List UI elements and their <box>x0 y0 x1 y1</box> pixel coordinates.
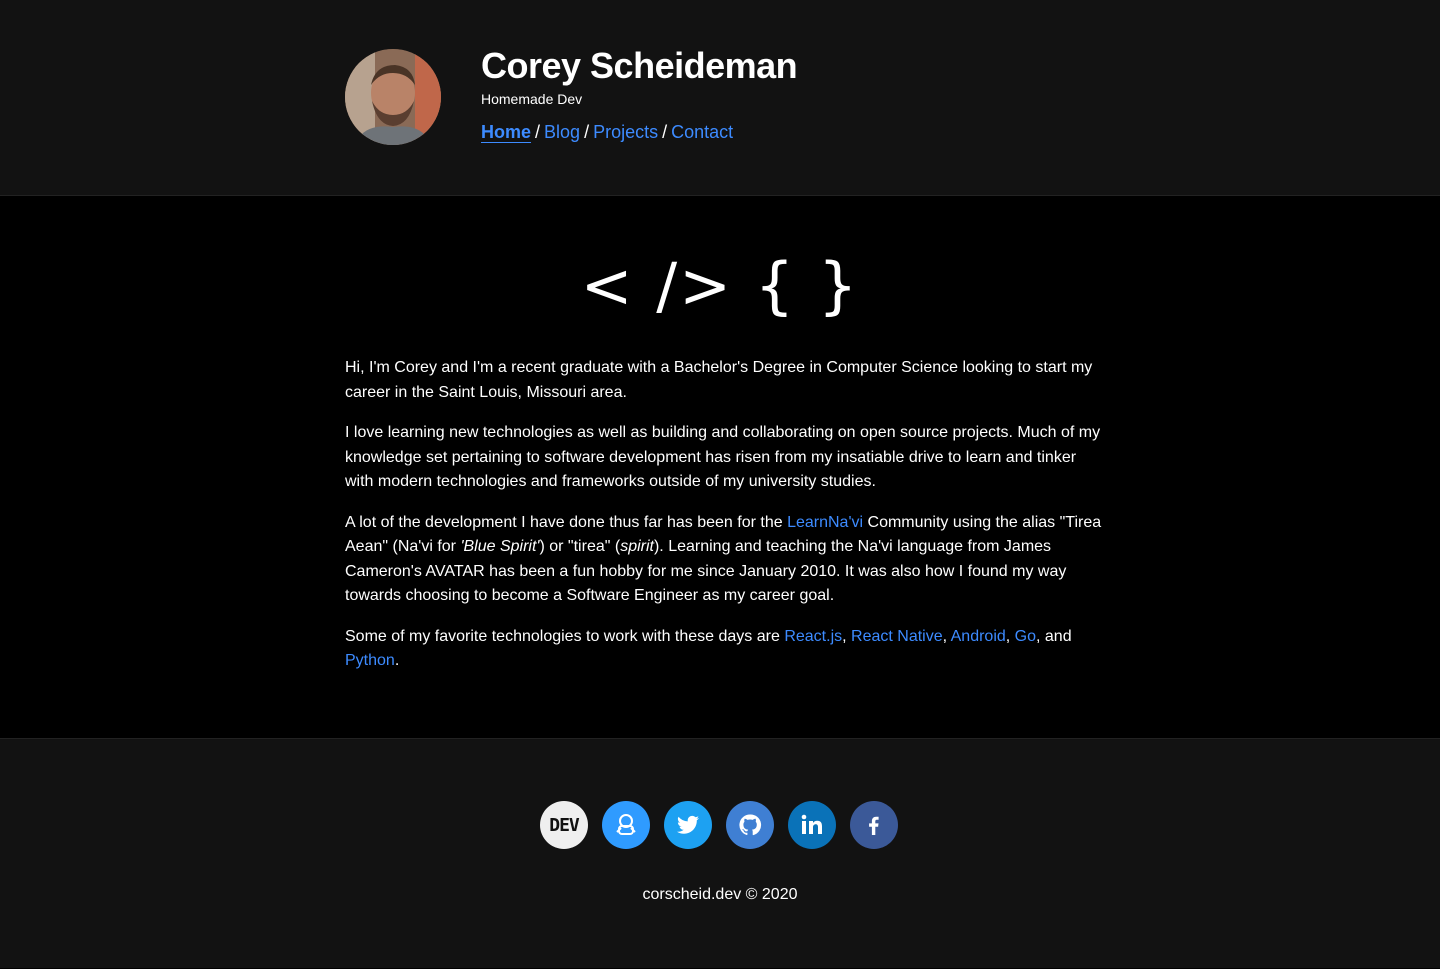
bio-text: ). Learning and teaching the Na'vi language from James Cameron's AVATAR has been a fun hobby for me since January 2010. It was also how I found my way towards choosing to become a Software Engineer as my career goal. <box>345 538 1067 604</box>
linkedin-icon[interactable] <box>788 801 836 849</box>
avatar <box>345 49 441 145</box>
facebook-glyph <box>863 814 885 836</box>
linkedin-glyph <box>801 814 823 836</box>
nav-separator: / <box>662 122 668 142</box>
astronaut-icon[interactable] <box>602 801 650 849</box>
main-nav <box>481 120 797 144</box>
bio-paragraph-4: Some of my favorite technologies to work with these days are React.js, React Native, Android, Go, and Python. <box>345 627 1072 669</box>
site-title: Corey Scheideman <box>481 45 798 86</box>
tech-link-python[interactable]: Python <box>345 652 395 669</box>
bio-text: Community using the alias "Tirea Aean" (Na'vi for <box>345 513 1102 555</box>
code-brackets-icon: < /> { } <box>580 249 860 322</box>
bio-paragraph-3 <box>345 511 1105 609</box>
bio-emphasis: spirit <box>620 538 654 555</box>
social-links <box>540 801 898 849</box>
nav-link-projects[interactable]: Projects <box>593 122 659 142</box>
bio-text: A lot of the development I have done thus far has been for the <box>345 513 788 531</box>
nav-link-home[interactable]: Home <box>481 122 532 142</box>
copyright-text: corscheid.dev © 2020 <box>642 886 798 903</box>
site-footer <box>0 739 1440 968</box>
github-icon[interactable] <box>726 801 774 849</box>
bio-section <box>345 356 1105 690</box>
nav-separator: / <box>535 122 541 142</box>
tech-link-reactjs[interactable]: React.js <box>784 627 843 645</box>
site-header <box>0 0 1440 196</box>
bio-paragraph-2: I love learning new technologies as well as building and collaborating on open source projects. Much of my knowledge set pertaining to software development has risen from my insatiable drive to learn and tinker with modern technologies and frameworks outside of my university studies. <box>345 424 1101 490</box>
bio-text: and <box>1044 627 1072 645</box>
bio-emphasis: 'Blue Spirit' <box>460 538 540 555</box>
twitter-glyph <box>676 813 700 837</box>
dev-icon[interactable] <box>540 801 588 849</box>
tech-link-react-native[interactable]: React Native <box>851 627 943 645</box>
tech-link-android[interactable]: Android <box>950 627 1006 645</box>
facebook-icon[interactable] <box>850 801 898 849</box>
tech-link-go[interactable]: Go <box>1014 627 1037 645</box>
main-content <box>0 196 1440 739</box>
learnnavi-link[interactable]: LearnNa'vi <box>787 513 864 531</box>
bio-text: . <box>394 652 400 669</box>
nav-link-contact[interactable]: Contact <box>671 122 734 142</box>
github-glyph <box>738 813 762 837</box>
dev-label: DEV <box>549 814 579 836</box>
nav-link-blog[interactable]: Blog <box>544 122 581 142</box>
site-tagline: Homemade Dev <box>481 91 583 107</box>
bio-text: ) or "tirea" ( <box>539 538 621 555</box>
bio-paragraph-1: Hi, I'm Corey and I'm a recent graduate with a Bachelor's Degree in Computer Science looking to start my career in the Saint Louis, Missouri area. <box>345 359 1093 401</box>
twitter-icon[interactable] <box>664 801 712 849</box>
bio-text: Some of my favorite technologies to work with these days are <box>345 627 785 645</box>
astronaut-glyph <box>612 811 640 839</box>
nav-separator: / <box>584 122 590 142</box>
